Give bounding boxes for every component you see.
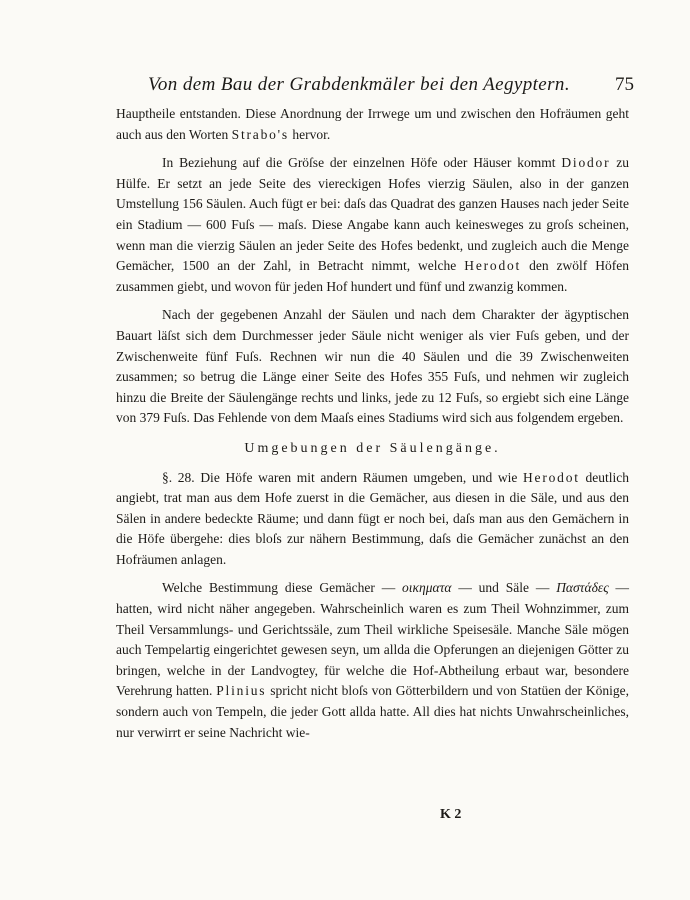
author-name-diodor: Diodor bbox=[561, 155, 611, 171]
greek-word-oikemata: οικηματα bbox=[402, 580, 452, 596]
page-number: 75 bbox=[615, 74, 634, 95]
body-text bbox=[116, 104, 629, 743]
paragraph-2 bbox=[116, 153, 629, 297]
paragraph-5 bbox=[116, 578, 629, 743]
greek-word-pastades: Παστάδες bbox=[556, 580, 609, 596]
paragraph-1-text-a: Hauptheile entstanden. Diese Anordnung der Irrwege um und zwischen den Hofräumen geht auch aus den Worten bbox=[116, 106, 629, 142]
paragraph-5-text-a: Welche Bestimmung diese Gemächer — bbox=[162, 580, 403, 596]
running-title: Von dem Bau der Grabdenkmäler bei den Aegyptern. bbox=[148, 74, 570, 95]
paragraph-2-text-c: den zwölf Höfen zusammen giebt, und wovon für jeden Hof hundert und fünf und zwanzig kommen. bbox=[116, 258, 630, 294]
signature-mark: K 2 bbox=[440, 807, 462, 822]
paragraph-5-text-b: — und Säle — bbox=[451, 580, 557, 596]
paragraph-2-text-b: zu Hülfe. Er setzt an jede Seite des viereckigen Hofes vierzig Säulen, also in der ganzen Umstellung 156 Säulen. Auch fügt er bei: daſs das Quadrat des ganzen Hauses nach jeder Seite ein Stadium — 600 Fuſs — maſs. Diese Angabe kann auch keinesweges zu groſs scheinen, wenn man die vierzig Säulen an jeder Seite des Hofes bedenkt, und zugleich auch die Menge Gemächer, 1500 an der Zahl, in Betracht nimmt, welche bbox=[116, 155, 629, 274]
paragraph-4-text-b: deutlich angiebt, trat man aus dem Hofe zuerst in die Gemächer, aus diesen in die Säle, und aus den Sälen in andere bedeckte Räume; und dann fügt er noch bei, daſs man aus den Gemächern in die Höfe übergehe: dies bloſs zur nähern Bestimmung, daſs die Gemächer zunächst an den Hofräumen anlagen. bbox=[116, 469, 629, 567]
page-header bbox=[148, 74, 634, 104]
paragraph-2-text-a: In Beziehung auf die Gröſse der einzelnen Höfe oder Häuser kommt bbox=[162, 155, 562, 171]
author-name-herodot: Herodot bbox=[464, 258, 522, 274]
author-name-strabo: Strabo's bbox=[231, 126, 289, 142]
paragraph-4-text-a: §. 28. Die Höfe waren mit andern Räumen umgeben, und wie bbox=[162, 469, 523, 485]
paragraph-5-text-c: — hatten, wird nicht näher angegeben. Wahrscheinlich waren es zum Theil Wohnzimmer, zum Theil Versammlungs- und Gerichtssäle, zum Theil wirkliche Speisesäle. Manche Säle mögen auch Tempelartig eingerichtet gewesen seyn, um allda die Opferungen an diejenigen Götter zu bringen, welche in der Landvogtey, für welche die Hof-Abtheilung erbaut war, besondere Verehrung hatten. bbox=[116, 580, 630, 699]
author-name-plinius: Plinius bbox=[216, 683, 267, 699]
paragraph-3: Nach der gegebenen Anzahl der Säulen und nach dem Charakter der ägyptischen Bauart läſst sich dem Durchmesser jeder Säule nicht weniger als vier Fuſs geben, und der Zwischenweite fünf Fuſs. Rechnen wir nun die 40 Säulen und die 39 Zwischenweiten zusammen; so betrug die Länge einer Seite des Hofes 355 Fuſs, und nehmen wir zugleich hinzu die Breite der Säulengänge rechts und links, jede zu 12 Fuſs, so ergiebt sich eine Länge von 379 Fuſs. Das Fehlende von dem Maaſs eines Stadiums wird sich aus folgendem ergeben. bbox=[116, 307, 629, 426]
paragraph-1 bbox=[116, 104, 629, 145]
paragraph-1-text-b: hervor. bbox=[288, 126, 331, 142]
paragraph-5-text-d: spricht nicht bloſs von Götterbildern und von Statüen der Könige, sondern auch von Tempeln, die jeder Gott allda hatte. All dies hat nichts Unwahrscheinliches, nur verwirrt er seine Nachricht wie- bbox=[116, 683, 629, 740]
author-name-herodot-2: Herodot bbox=[523, 469, 580, 485]
paragraph-4 bbox=[116, 468, 629, 571]
section-heading: Umgebungen der Säulengänge. bbox=[244, 440, 501, 456]
